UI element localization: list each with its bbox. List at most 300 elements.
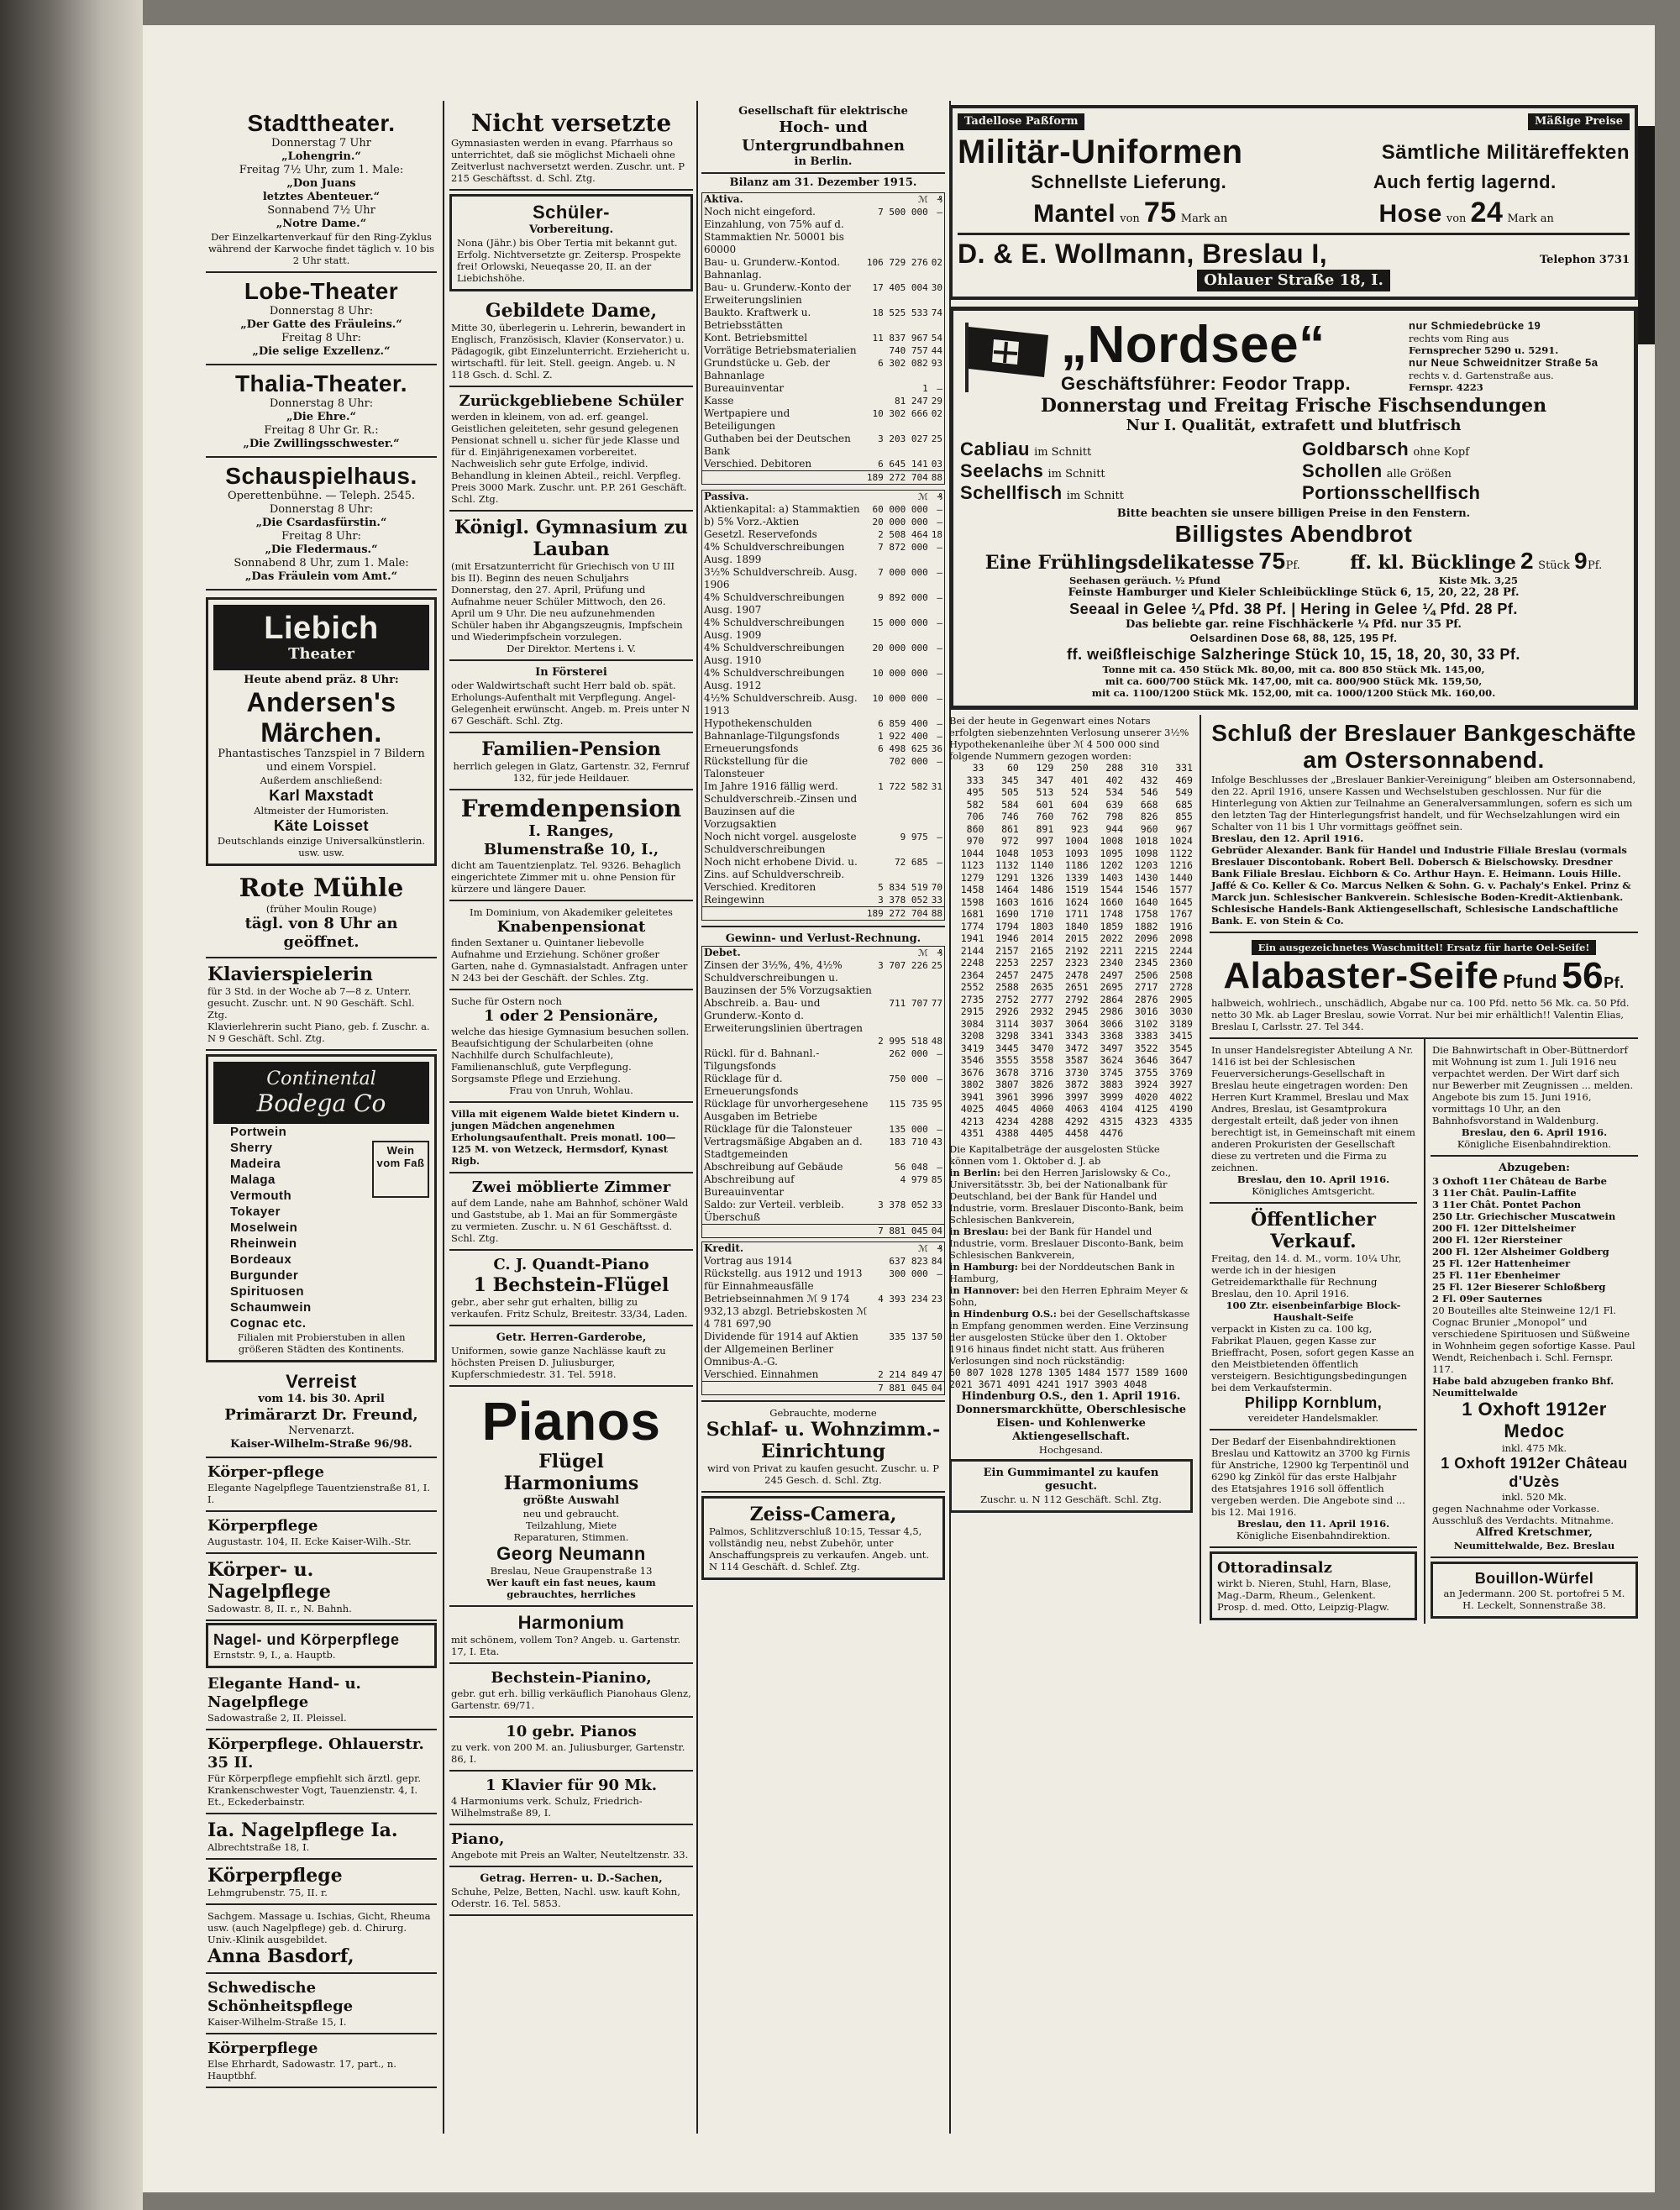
ad-text: verpackt in Kisten zu ca. 100 kg, Fabrikat Plauen, gegen Kasse zur Brieffracht, Posen, sofort gegen Kasse an den Meistbietenden öffentlich versteigern. Besichtigungsbedingungen bei dem Verkaufstermin. [1211,1323,1415,1394]
fish-note: ohne Kopf [1413,446,1470,459]
row-amount: 10 000 000 [872,668,928,679]
drawn-number: 861 [1001,822,1019,835]
ad-address: Breslau, Neue Graupenstraße 13 [490,1565,653,1577]
ad-title: Bechstein-Pianino, [491,1669,652,1687]
drawn-number: 3646 [1134,1054,1158,1066]
drawn-number: 3189 [1169,1017,1193,1030]
drawn-number: 4045 [995,1103,1019,1115]
row-pfennig: — [937,857,942,868]
drawn-number: 3587 [1065,1054,1089,1066]
table-row [702,1035,945,1047]
row-label: Rücklage für d. Erneuerungsfonds [704,1073,799,1097]
table-row [702,780,945,831]
drawn-number: 4458 [1065,1127,1089,1139]
table-row [702,332,945,344]
ad-line: „Die selige Exzellenz.“ [252,345,391,358]
ad-signature: Hochgesand. [1038,1443,1104,1456]
row-amount: 81 247 [895,396,928,407]
ad-title: Körperpflege [207,1517,318,1535]
drawn-number: 1186 [1065,859,1089,871]
row-amount: 1 [922,383,928,394]
ad-address: nur Schmiedebrücke 19 [1409,319,1541,332]
price: 75 [1258,548,1286,574]
table-row [702,1268,945,1293]
ad-header: Ein ausgezeichnetes Waschmittel! Ersatz für harte Oel-Seife! [1252,940,1597,955]
row-amount: 702 000 [889,756,928,767]
ad-hochbahn-header [701,105,945,174]
row-pfennig: 95 [931,1099,942,1110]
table-row [702,516,945,528]
drawn-number: 1577 [1169,884,1193,895]
ad-line: Donnerstag 8 Uhr: [269,305,374,318]
ad-title: Nicht versetzte [470,109,672,137]
ad-signature: Königliches Amtsgericht. [1252,1185,1375,1197]
ad-date: Breslau, den 11. April 1916. [1236,1518,1390,1530]
row-amount: 15 000 000 [872,617,928,628]
ad-text: Die Kapitalbeträge der ausgelosten Stücke können vom 1. Oktober d. J. ab [949,1142,1160,1167]
table-row [702,717,945,730]
ad-line: „Lohengrin.“ [281,150,361,163]
drawn-number: 3470 [1030,1042,1054,1054]
outstanding-numbers: 60 807 1028 1278 1305 1484 1577 1589 1600 2021 3671 4091 4241 1917 3903 4048 [949,1366,1188,1390]
list-item: Schaumwein [230,1300,312,1315]
ad-title: Königl. Gymnasium zu Lauban [454,517,688,560]
ad-text: gegen Nachnahme oder Vorkasse. Ausschluß des Verdachts. Mitnahme. [1432,1503,1614,1526]
ad-line: Sonnabend 7½ Uhr [267,204,375,217]
aktiva-table [701,192,945,485]
table-row [702,831,945,856]
ad-title: Rote Mühle [239,874,404,903]
row-pfennig: 70 [931,882,942,893]
wine-item: 25 Fl. 11er Ebenheimer [1432,1269,1561,1281]
ad-text: wird von Privat zu kaufen gesucht. Zuschr. u. P 245 Gesch. d. Schl. Ztg. [707,1462,939,1486]
ad-text: Elegante Nagelpflege Tauentzienstraße 81, I. I. [207,1482,430,1505]
ad-text: werden in kleinem, von ad. erf. geangel. Geistlichen geleiteten, sehr gesund gelegenen Pensionat schnell u. sicher für jede Klasse und für d. Einjährigenexamen vorbereitet. Nachweislich sehr gute Erfolge, individ. Behandlung in kleinen Abteil., reichl. Verpfleg. Preis 3000 Mark. Zuschr. unt. P.P. 261 Geschäft. Schl. Ztg. [451,411,687,505]
drawn-number: 3769 [1169,1066,1193,1079]
drawn-number: 1767 [1169,908,1193,920]
drawn-number: 1140 [1030,859,1054,871]
fish-name: Goldbarsch [1302,438,1410,459]
ad-text: wirkt b. Nieren, Stuhl, Harn, Blase, Mag.-Darm, Rheum., Gelenkent. Prosp. d. med. Otto, Leipzig-Plagw. [1217,1577,1392,1613]
table-row [702,528,945,541]
row-label: Dividende für 1914 auf Aktien der Allgemeinen Berliner Omnibus-A.-G. [704,1331,858,1367]
koerperpflege-ads [206,1458,437,2088]
drawn-number: 3997 [1065,1090,1089,1103]
drawn-number: 1690 [995,908,1019,920]
drawn-number: 1123 [960,859,984,871]
drawn-number: 1044 [960,847,984,859]
ad-line: „Die Csardasfürstin.“ [255,517,387,529]
drawn-number: 4351 [960,1127,984,1139]
drawn-number: 3114 [995,1017,1019,1030]
row-amount: 637 823 [889,1256,928,1267]
drawn-number: 1326 [1030,871,1054,884]
drawn-number: 4060 [1030,1103,1054,1115]
ad-line: „Don Juans [286,177,356,190]
drawn-number: 2876 [1134,993,1158,1005]
ad-phone: Telephon 3731 [1539,254,1630,266]
ad-text: dicht am Tauentzienplatz. Tel. 9326. Behaglich eingerichtete Zimmer mit u. ohne Pension für kürzere und längere Dauer. [451,859,681,895]
ad-handelsregister [1210,1039,1417,1204]
row-pfennig: 85 [931,1174,942,1185]
drawn-number: 3883 [1100,1079,1124,1090]
row-label: Rücklage für die Talonsteuer [704,1123,853,1135]
drawn-number: 1018 [1134,835,1158,847]
ad-title: Schluß der Breslauer Bankgeschäfte am Ostersonnabend. [1211,720,1636,773]
ad-rote-muehle [206,869,437,958]
paying-city: in Hindenburg O.S.: [949,1307,1058,1320]
row-pfennig: — [937,504,942,515]
drawn-number: 534 [1105,786,1124,798]
ad-line: Donnerstag 7 Uhr [271,137,371,150]
paying-bank: bei der Bank für Handel und Industrie, vorm. Breslauer Disconto-Bank, beim Schlesischen Bankverein, [949,1225,1184,1261]
paying-bank: bei der Gesellschaftskasse [1059,1307,1190,1320]
ad-klavier-90 [449,1772,693,1825]
ad-thalia-theater [206,365,437,458]
ad-line: Bitte beachten sie unsere billigen Preise in den Fenstern. [1116,507,1471,520]
drawn-number: 3555 [995,1054,1019,1066]
drawn-number: 3996 [1030,1090,1054,1103]
drawn-number: 2695 [1100,981,1124,993]
paying-bank: bei der Norddeutschen Bank in Hamburg, [949,1260,1175,1284]
ad-line: Freitag 7½ Uhr, zum 1. Male: [239,164,404,176]
ad-line: Reparaturen, Stimmen. [513,1531,629,1543]
ad-text: Ernststr. 9, I., a. Hauptb. [213,1649,336,1661]
column-rule [443,101,444,2134]
ad-line: Das beliebte gar. reine Fischhäckerle ¼ Pfd. nur 35 Pf. [1126,618,1462,631]
ad-subtitle: Vorbereitung. [528,223,614,236]
table-header: ℳ [917,194,928,205]
row-label: Rückl. für d. Bahnanl.-Tilgungsfonds [704,1047,820,1072]
drawn-number: 4315 [1100,1115,1124,1127]
row-amount: 183 710 [889,1136,928,1147]
drawn-number: 4025 [960,1103,984,1115]
wine-offer: 1 Oxhoft 1912er Medoc [1462,1399,1607,1441]
ad-pensionaere [449,990,693,1103]
price: 56 [1562,955,1604,996]
ad-text: Nona (Jähr.) bis Ober Tertia mit bekannt gut. Erfolg. Nichtversetzte gr. Zeitersp. Prospekte frei! Orlowski, Neueqasse 20, II. an der Liebichshöhe. [457,237,681,284]
row-pfennig: — [937,1268,942,1279]
ad-item: Mantel [1033,200,1116,228]
table-row [702,959,945,997]
drawn-number: 2360 [1169,957,1193,969]
row-label: Zinsen der 3½%, 4%, 4½% Schuldverschreibungen u. Bauzinsen der 5% Vorzugsaktien [704,959,872,996]
table-total: 88 [931,472,942,483]
ad-line: Donnerstag 8 Uhr: [269,397,374,410]
row-pfennig: — [937,1074,942,1084]
ad-line: Habe bald abzugeben franko Bhf. Neumittelwalde [1432,1375,1614,1399]
ad-line: letztes Abenteuer.“ [262,191,381,203]
ad-line: von [1446,213,1467,225]
drawn-number: 1048 [995,847,1019,859]
ad-title: Körper-pflege [207,1463,324,1481]
ad-title: Schwedische Schönheitspflege [207,1979,354,2015]
drawn-number: 4022 [1169,1090,1193,1103]
ad-title: Knabenpensionat [496,918,646,936]
row-pfennig: — [937,668,942,679]
drawn-number: 2323 [1065,957,1089,969]
drawn-number: 3037 [1030,1017,1054,1030]
table-header: ₰ [937,1243,942,1254]
ad-piano-walter [449,1825,693,1867]
row-label: Vertragsmäßige Abgaben an d. Stadtgemeinden [704,1136,863,1160]
ad-line: neu und gebraucht. [522,1508,620,1520]
ad-text: Sadowastraße 2, II. Pleissel. [207,1712,347,1724]
row-pfennig: 18 [931,529,942,540]
table-total: 7 881 045 [878,1383,928,1394]
tag: Mäßige Preise [1528,113,1630,130]
paying-agents [949,1167,1193,1320]
row-amount: 300 000 [889,1268,928,1279]
table-row [702,407,945,433]
drawn-number: 3927 [1169,1079,1193,1090]
table-header: ℳ [917,948,928,958]
ad-gebildete-dame [449,295,693,387]
drawn-number: 1098 [1134,847,1158,859]
flag-icon [960,318,1053,394]
drawn-number: 3208 [960,1030,984,1042]
drawn-number: 4388 [995,1127,1019,1139]
table-header: Passiva. [704,491,749,502]
drawn-number: 798 [1105,811,1124,822]
table-row [702,1293,945,1331]
drawn-number: 3497 [1100,1042,1124,1054]
ad-line: Freitag 8 Uhr Gr. R.: [264,424,379,437]
price-unit: Pfund [1503,971,1558,992]
wine-item: 3 11er Chât. Pontet Pachon [1432,1199,1582,1210]
ad-line: Kaiser-Wilhelm-Straße 96/98. [230,1438,412,1451]
ad-title: Harmonium [517,1612,625,1633]
fish-list [960,438,1627,504]
drawn-number: 1711 [1065,908,1089,920]
ad-liebich-theater [206,597,437,866]
row-pfennig: 93 [931,358,942,369]
drawn-number: 3030 [1169,1005,1193,1017]
drawn-number: 3472 [1065,1042,1089,1054]
ad-bechstein-pianino [449,1664,693,1718]
ad-wollmann [949,105,1638,300]
table-row [702,1173,945,1199]
ad-title-quote: „ [1061,316,1088,374]
drawn-number: 1616 [1030,895,1054,908]
row-pfennig: — [937,617,942,628]
ad-alabaster-seife [1210,933,1638,1039]
ad-line: Freitag 8 Uhr: [281,332,361,344]
drawn-number: 2777 [1030,993,1054,1005]
row-pfennig: 84 [931,1256,942,1267]
adjacent-page-edge [1638,126,1655,344]
row-pfennig: 77 [931,998,942,1009]
row-label: Rückstellung für die Talonsteuer [704,755,808,780]
drawn-number: 1004 [1065,835,1089,847]
drawn-number: 33 [972,762,984,774]
ad-subtitle: 1 Bechstein-Flügel [473,1274,669,1296]
drawn-number: 2244 [1169,944,1193,957]
drawn-number: 1774 [960,920,984,932]
ad-bank-schluss [1210,715,1638,933]
drawn-number: 432 [1140,774,1158,786]
ad-text: für 3 Std. in der Woche ab 7—8 z. Unterr. gesucht. Zuschr. unt. N 90 Geschäft. Schl. Ztg. [207,985,415,1021]
drawn-number: 1291 [995,871,1019,884]
ad-nordsee [949,307,1638,710]
fish-name: Schollen [1302,460,1383,481]
drawn-number: 1132 [995,859,1019,871]
ad-title: Verreist [286,1371,357,1392]
drawn-number: 310 [1140,762,1158,774]
drawn-number: 495 [966,786,984,798]
row-amount: 5 834 519 [878,882,928,893]
drawn-number: 549 [1175,786,1193,798]
list-item: Rheinwein [230,1236,297,1251]
table-row [702,503,945,516]
drawn-number: 668 [1140,798,1158,811]
table-header: ℳ [917,491,928,502]
ad-line: rechts vom Ring aus [1409,333,1509,344]
drawn-number: 1202 [1100,859,1124,871]
price-unit: Stück [1538,559,1570,572]
drawn-numbers [949,762,1193,1140]
ad-line: „Die Ehre.“ [286,411,356,423]
drawn-number: 1203 [1134,859,1158,871]
row-amount: 115 735 [889,1099,928,1110]
ad-firm: Philipp Kornblum, [1244,1394,1383,1411]
drawn-number: 1440 [1169,871,1193,884]
drawn-number: 345 [1001,774,1019,786]
wine-item: 3 11er Chât. Paulin-Laffite [1432,1187,1577,1199]
drawn-number: 2752 [995,993,1019,1005]
row-pfennig: 03 [931,459,942,470]
row-pfennig: 25 [931,960,942,971]
table-row [702,692,945,717]
row-pfennig: — [937,756,942,767]
ad-line: Donnerstag 8 Uhr: [269,503,374,516]
ad-line: mit ca. 600/700 Stück Mk. 147,00, mit ca. 800/900 Stück Mk. 159,50, [1105,675,1483,687]
drawn-number: 1916 [1169,920,1193,932]
drawn-number: 3343 [1065,1030,1089,1042]
ad-title: Pianos [481,1391,661,1451]
drawn-number: 1624 [1065,895,1089,908]
drawn-number: 3445 [995,1042,1019,1054]
ad-title: Bouillon-Würfel [1474,1570,1594,1587]
row-label: Saldo: zur Verteil. verbleib. Überschuß [704,1199,844,1223]
ad-quandt-piano [449,1251,693,1326]
ad-gymnasium-lauban [449,512,693,661]
drawn-number: 4125 [1134,1103,1158,1115]
drawn-number: 4405 [1030,1127,1054,1139]
row-pfennig: 33 [931,895,942,906]
row-pfennig: — [937,643,942,654]
ad-nicht-versetzte [449,105,693,191]
ad-title: Continental [266,1068,376,1089]
drawn-number: 1946 [995,932,1019,944]
paying-city: in Hamburg: [949,1260,1018,1273]
drawn-number: 3102 [1134,1017,1158,1030]
drawn-number: 288 [1105,762,1124,774]
table-total: 189 272 704 [866,472,928,483]
table-row [702,1331,945,1368]
ad-text: gebr. gut erh. billig verkäuflich Pianohaus Glenz, Gartenstr. 69/71. [451,1688,691,1711]
ad-phone: Fernspr. 4223 [1409,381,1483,393]
row-pfennig: 47 [931,1369,942,1380]
table-row [702,730,945,743]
row-pfennig: 44 [931,345,942,356]
drawn-number: 601 [1036,798,1054,811]
ad-schueler-vorbereitung [449,194,693,291]
ad-text: Villa mit eigenem Walde bietet Kindern u. jungen Mädchen angenehmen Erholungsaufenthalt. Preis monatl. 100—125 M. von Wetzeck, Hermsdorf, Kynast Rigb. [451,1108,680,1167]
row-amount: 6 859 400 [878,718,928,729]
row-amount: 2 995 518 [878,1036,928,1047]
ad-date: Breslau, den 10. April 1916. [1236,1173,1390,1185]
drawn-number: 3647 [1169,1054,1193,1066]
drawn-number: 1458 [960,884,984,895]
drawn-number: 1279 [960,871,984,884]
ad-text: auf dem Lande, nahe am Bahnhof, schöner Wald und Gaststube, ab 1. Mai an für Sommergäste zu vermieten. Zuschr. u. N 61 Geschäftsst. d. Schl. Ztg. [451,1197,689,1244]
drawn-number: 855 [1175,811,1193,822]
table-row [702,894,945,907]
ad-title: Ia. Nagelpflege Ia. [207,1819,398,1841]
drawn-number: 1603 [995,895,1019,908]
drawn-number: 2478 [1065,969,1089,981]
column-3 [701,105,945,2121]
drawn-number: 2157 [995,944,1019,957]
table-row [702,566,945,591]
row-label: Rückstellg. aus 1912 und 1913 für Einnahmeausfälle [704,1268,863,1292]
ad-garderobe [449,1326,693,1387]
ad-text: in Empfang genommen werden. Eine Verzinsung der ausgelosten Stücke über den 1. Oktober 1916 hinaus findet nicht statt. Aus früheren Verlosungen sind noch rückständig: [949,1319,1189,1367]
ad-line: Oelsardinen Dose 68, 88, 125, 195 Pf. [1189,632,1398,644]
row-amount: 4 979 [900,1174,928,1185]
ad-line: Freitag 8 Uhr: [281,530,361,543]
ad-address: nur Neue Schweidnitzer Straße 5a [1409,356,1599,369]
wine-price: inkl. 520 Mk. [1501,1491,1567,1503]
row-label: Rücklage für unvorhergesehene Ausgaben im Betriebe [704,1098,869,1122]
row-label: Noch nicht eingeford. Einzahlung, von 75% auf d. Stammaktien Nr. 50001 bis 60000 [704,206,844,255]
row-amount: 6 302 082 [878,358,928,369]
drawn-number: 1464 [995,884,1019,895]
row-pfennig: — [937,592,942,603]
row-pfennig: — [937,693,942,704]
fish-note: alle Größen [1386,468,1452,480]
row-label: Baukto. Kraftwerk u. Betriebsstätten [704,307,811,331]
drawn-number: 3522 [1134,1042,1158,1054]
ad-title: Zurückgebliebene Schüler [459,392,684,410]
ad-text: Lehmgrubenstr. 75, II. r. [207,1887,328,1898]
ad-line: Nervenarzt. [288,1425,354,1437]
ad-line: Schnellste Lieferung. [1031,171,1227,192]
row-label: 3½% Schuldverschreib. Ausg. 1906 [704,566,858,591]
ad-firm: Georg Neumann [496,1543,646,1564]
ad-text: Zuschr. u. N 112 Geschäft. Schl. Ztg. [980,1493,1162,1505]
drawn-number: 584 [1001,798,1019,811]
table-header: ₰ [937,194,942,205]
row-pfennig: 30 [931,282,942,293]
ad-firm: Donnersmarckhütte, Oberschlesische Eisen- und Kohlenwerke Aktiengesellschaft. [955,1403,1187,1443]
ad-villa [449,1103,693,1173]
ad-text: gebr., aber sehr gut erhalten, billig zu verkaufen. Fritz Schulz, Breitestr. 33/34, Laden. [451,1296,688,1320]
drawn-number: 2986 [1100,1005,1124,1017]
row-label: Grundstücke u. Geb. der Bahnanlage [704,357,830,381]
ad-line: tägl. von 8 Uhr an geöffnet. [244,915,398,951]
ad-line: Mark an [1507,213,1554,225]
row-amount: 20 000 000 [872,517,928,528]
drawn-number: 2096 [1134,932,1158,944]
drawn-number: 2506 [1134,969,1158,981]
row-label: Bureauinventar [704,382,785,394]
ad-title: 1 Klavier für 90 Mk. [486,1777,657,1794]
table-row [702,856,945,881]
table-total: 7 881 045 [878,1226,928,1236]
row-label: Noch nicht vorgel. ausgeloste Schuldverschreibungen [704,831,857,855]
